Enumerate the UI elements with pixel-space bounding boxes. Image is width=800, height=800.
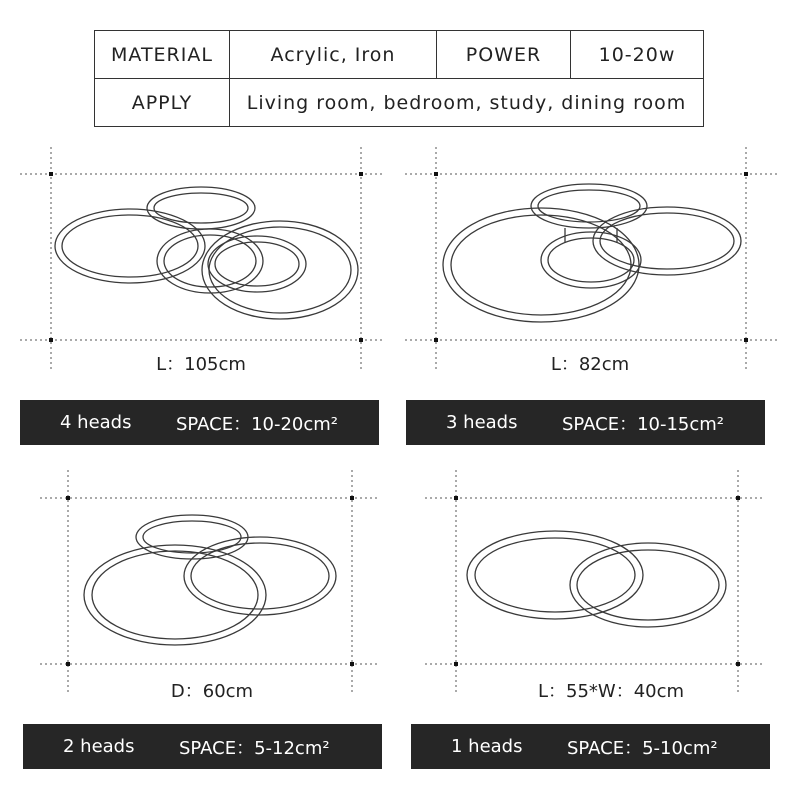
heads-count: 2 heads xyxy=(63,736,135,757)
lamp-drawing-4-rings xyxy=(20,145,400,385)
spec-bar-4-heads xyxy=(20,400,379,445)
heads-count: 3 heads xyxy=(446,412,518,433)
heads-count: 1 heads xyxy=(451,736,523,757)
dimension-label: L：105cm xyxy=(156,354,246,375)
spec-bar-2-heads xyxy=(23,724,382,769)
material-label: MATERIAL xyxy=(95,31,230,79)
space-range: SPACE：5-10cm² xyxy=(567,737,718,759)
lamp-drawing-1-ring xyxy=(425,470,800,710)
lamp-drawing-3-rings xyxy=(405,145,785,385)
power-label: POWER xyxy=(437,31,571,79)
space-range: SPACE：5-12cm² xyxy=(179,737,330,759)
spec-table xyxy=(94,30,704,127)
space-range: SPACE：10-20cm² xyxy=(176,413,339,435)
heads-count: 4 heads xyxy=(60,412,132,433)
material-value: Acrylic, Iron xyxy=(230,31,437,79)
dimension-label: L：55*W：40cm xyxy=(537,681,685,702)
apply-label: APPLY xyxy=(95,79,230,127)
apply-value: Living room, bedroom, study, dining room xyxy=(230,79,704,127)
dimension-label: D：60cm xyxy=(170,681,254,702)
dimension-label: L：82cm xyxy=(550,354,630,375)
space-range: SPACE：10-15cm² xyxy=(562,413,725,435)
power-value: 10-20w xyxy=(571,31,704,79)
lamp-drawing-2-rings xyxy=(40,470,420,710)
spec-bar-1-heads xyxy=(411,724,770,769)
spec-bar-3-heads xyxy=(406,400,765,445)
